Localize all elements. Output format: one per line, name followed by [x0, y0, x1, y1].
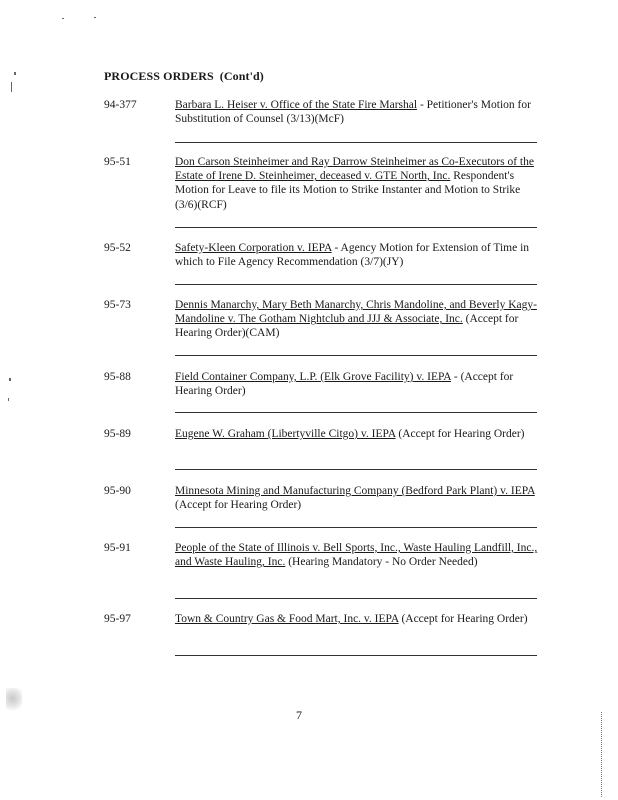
scan-speck [8, 398, 9, 401]
order-text [175, 612, 539, 626]
order-description: (Accept for Hearing Order) [175, 499, 302, 512]
case-caption: People of the State of Illinois v. Bell Sports, Inc., Waste Hauling Landfill, Inc., and Waste Hauling, Inc. [175, 542, 538, 569]
order-description: (Hearing Mandatory - No Order Needed) [285, 556, 478, 569]
order-text [175, 484, 539, 512]
docket-number: 95-73 [104, 299, 131, 311]
page-number: 7 [296, 708, 302, 722]
docket-number: 95-51 [104, 156, 131, 168]
case-caption: Field Container Company, L.P. (Elk Grove Facility) v. IEPA [175, 371, 451, 383]
docket-number: 95-88 [104, 371, 131, 383]
order-text [175, 298, 539, 341]
case-caption: Safety-Kleen Corporation v. IEPA [175, 242, 332, 254]
order-description: - (Accept for Hearing Order) [175, 371, 514, 398]
docket-number: 95-89 [104, 428, 131, 440]
order-text [175, 241, 539, 269]
separator-rule [175, 598, 537, 599]
order-text [175, 370, 539, 398]
case-caption: Dennis Manarchy, Mary Beth Manarchy, Chris Mandoline, and Beverly Kagy-Mandoline v. The Gotham Nightclub and JJJ & Associate, Inc. [175, 299, 537, 326]
separator-rule [175, 355, 537, 356]
order-description: (Accept for Hearing Order)(CAM) [175, 313, 519, 340]
docket-number: 95-97 [104, 613, 131, 625]
section-title: PROCESS ORDERS [104, 69, 214, 83]
separator-rule [175, 412, 537, 413]
scan-speck [94, 17, 96, 18]
separator-rule [175, 469, 537, 470]
case-caption: Minnesota Mining and Manufacturing Company (Bedford Park Plant) v. IEPA [175, 485, 535, 497]
docket-number: 95-90 [104, 485, 131, 497]
order-text [175, 427, 539, 441]
scan-edge-mark [601, 712, 604, 797]
case-caption: Barbara L. Heiser v. Office of the State Fire Marshal [175, 99, 418, 111]
case-caption: Eugene W. Graham (Libertyville Citgo) v. IEPA [175, 428, 396, 440]
separator-rule [175, 655, 537, 656]
order-description: - Agency Motion for Extension of Time in which to File Agency Recommendation (3/7)(JY) [175, 242, 530, 269]
order-description: (Accept for Hearing Order) [398, 613, 528, 625]
scan-speck [62, 18, 64, 19]
case-caption: Town & Country Gas & Food Mart, Inc. v. IEPA [175, 613, 399, 625]
scan-smudge [6, 688, 22, 714]
docket-number: 95-91 [104, 542, 131, 554]
scan-speck [9, 378, 11, 381]
order-description: (Accept for Hearing Order) [395, 428, 525, 440]
separator-rule [175, 142, 537, 143]
order-description: Respondent's Motion for Leave to file its Motion to Strike Instanter and Motion to Strike (3/6)(RCF) [175, 170, 521, 211]
order-text [175, 541, 539, 569]
section-continued: (Cont'd) [219, 69, 264, 83]
docket-number: 95-52 [104, 242, 131, 254]
separator-rule [175, 527, 537, 528]
order-description: - Petitioner's Motion for Substitution of Counsel (3/13)(McF) [175, 99, 531, 126]
scan-speck [11, 82, 12, 92]
section-heading [104, 69, 264, 84]
separator-rule [175, 227, 537, 228]
docket-number: 94-377 [104, 99, 137, 111]
case-caption: Don Carson Steinheimer and Ray Darrow Steinheimer as Co-Executors of the Estate of Irene D. Steinheimer, deceased v. GTE North, Inc. [175, 156, 534, 183]
order-text [175, 98, 539, 126]
order-text [175, 155, 539, 212]
separator-rule [175, 284, 537, 285]
scan-speck [14, 72, 16, 75]
